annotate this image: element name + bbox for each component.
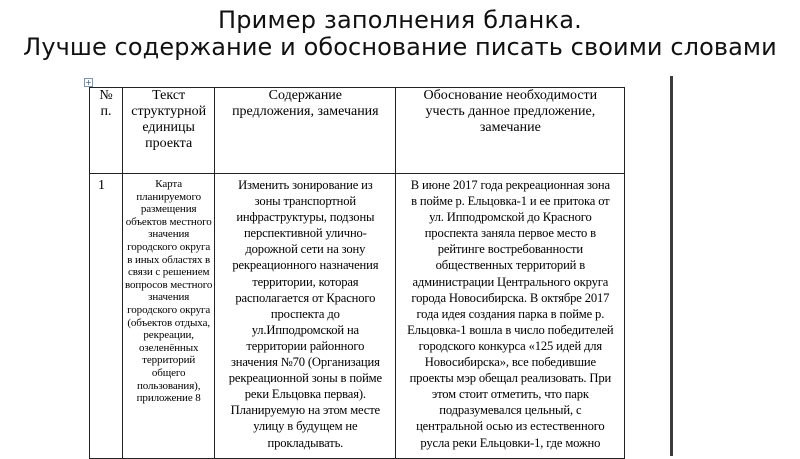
text-line: в иных областях в — [127, 253, 211, 266]
text-line: территории районного — [246, 338, 365, 353]
header-line: единицы — [142, 120, 195, 135]
header-content — [215, 88, 396, 174]
slide-subtitle: Лучше содержание и обоснование писать своими словами — [23, 33, 777, 61]
text-line: (объектов отдыха, — [127, 316, 210, 329]
text-line: значения — [148, 228, 190, 241]
text-line: приложение 8 — [136, 392, 201, 405]
text-line: города Новосибирска. В октябре 2017 — [411, 290, 610, 305]
header-line: замечание — [479, 120, 541, 135]
text-line: проспекта до — [270, 306, 340, 321]
text-line: Новосибирска», все победившие — [424, 355, 596, 370]
text-line: пользования), — [136, 379, 201, 392]
header-line: предложения, замечания — [232, 104, 379, 119]
text-line: года идея создания парка в пойме р. — [416, 306, 605, 321]
text-line: территорий — [142, 354, 196, 367]
text-line: перспективной улично- — [243, 226, 367, 241]
header-structural-text — [123, 88, 215, 174]
text-line: Изменить зонирование из — [238, 178, 373, 192]
text-line: размещения — [140, 203, 197, 216]
text-line: озеленённых — [138, 341, 199, 354]
text-line: в пойме р. Ельцовка-1 и ее притока от — [411, 194, 610, 209]
header-line: учесть данное предложение, — [425, 104, 596, 119]
text-line: значения — [148, 291, 190, 304]
text-line: связи с решением — [127, 266, 210, 279]
header-line: Содержание — [268, 88, 343, 103]
text-line: планируемого — [136, 190, 201, 203]
text-line: прокладывать. — [267, 435, 344, 450]
header-line: Текст — [152, 88, 186, 103]
text-line: Планируемую на этом месте — [230, 403, 380, 418]
page-edge-divider — [670, 76, 673, 456]
text-line: В июне 2017 года рекреационная зона — [410, 178, 610, 192]
text-line: городского конкурса «125 идей для — [418, 338, 603, 353]
text-line: этом стоит отметить, что парк — [431, 387, 589, 402]
text-line: дорожной сети на зону — [245, 242, 366, 257]
text-line: располагается от Красного — [235, 290, 376, 305]
row-number: 1 — [90, 174, 123, 459]
text-line: рекреационной зоны в пойме — [228, 371, 382, 386]
table-header-row — [90, 88, 625, 174]
header-line: п. — [100, 104, 112, 119]
content-cell[interactable] — [215, 174, 396, 459]
text-line: зоны транспортной — [254, 194, 356, 209]
table-move-handle-icon[interactable]: + — [85, 78, 92, 87]
text-line: рейтинге востребованности — [437, 242, 583, 257]
text-line: проекты мэр обещал реализовать. При — [409, 371, 612, 386]
text-line: общего — [151, 366, 186, 379]
text-line: русла реки Ельцовки-1, где можно — [420, 435, 601, 450]
header-line: Обоснование необходимости — [423, 88, 598, 103]
text-line: рекреации, — [143, 329, 194, 342]
text-line: Карта — [155, 178, 183, 190]
slide-title: Пример заполнения бланка. — [218, 6, 582, 34]
text-line: Ельцовка-1 вошла в число победителей — [407, 322, 614, 337]
text-line: инфраструктуры, подзоны — [236, 210, 375, 225]
text-line: объектов местного — [125, 215, 212, 228]
proposal-table — [89, 87, 625, 459]
text-line: центральной осью из естественного — [416, 419, 605, 434]
text-line: ул. Ипподромской до Красного — [429, 210, 592, 225]
text-line: общественных территорий в — [435, 258, 586, 273]
text-line: улицу в будущем не — [253, 419, 358, 434]
justification-cell[interactable] — [396, 174, 625, 459]
text-line: значения №70 (Организация — [230, 355, 380, 370]
text-line: ул.Ипподромской на — [251, 322, 359, 337]
text-line: территории, которая — [252, 274, 359, 289]
header-line: проекта — [145, 136, 193, 151]
text-line: городского округа — [127, 240, 211, 253]
header-line: структурной — [131, 104, 207, 119]
text-line: реки Ельцовка первая). — [244, 387, 366, 402]
text-line: подразумевался цельный, с — [439, 403, 582, 418]
text-line: рекреационного назначения — [232, 258, 379, 273]
header-line: № — [99, 88, 113, 103]
header-number — [90, 88, 123, 174]
structural-text-cell — [123, 174, 215, 459]
text-line: проспекта заняла первое место в — [424, 226, 596, 241]
table-row — [90, 174, 625, 459]
text-line: городского округа — [127, 303, 211, 316]
text-line: администрации Центрального округа — [412, 274, 609, 289]
text-line: вопросов местного — [125, 278, 213, 291]
header-justification — [396, 88, 625, 174]
